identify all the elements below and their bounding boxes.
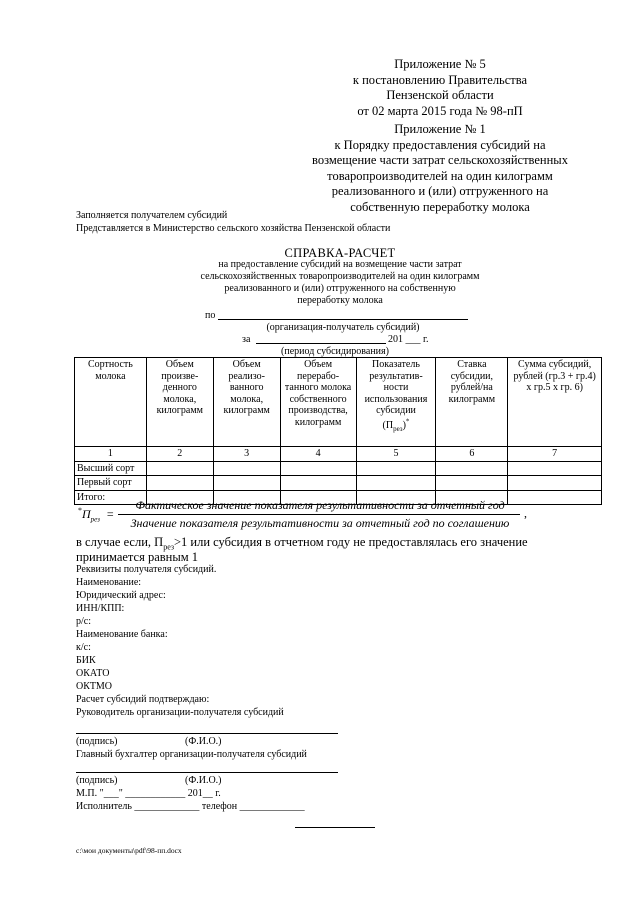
table-cell[interactable] xyxy=(280,476,356,491)
table-cell[interactable] xyxy=(436,461,508,476)
appendix-1-block xyxy=(300,122,580,215)
appendix-5-line3: Пензенской области xyxy=(386,88,494,102)
accountant-sign-caption: (подпись) xyxy=(76,775,118,786)
accountant-signature-line[interactable] xyxy=(76,772,338,773)
table-row xyxy=(75,461,602,476)
calculation-table xyxy=(74,357,602,505)
head-sign-caption: (подпись) xyxy=(76,736,118,747)
p-sub: рез xyxy=(393,424,403,433)
appendix-5-line2: к постановлению Правительства xyxy=(352,72,528,87)
table-cell[interactable] xyxy=(356,476,436,491)
header-sum: Сумма субсидий, рублей (гр.3 + гр.4) x гр.5 x гр. 6) xyxy=(508,358,602,447)
subtitle-line3: реализованного и (или) отгруженного на собственную xyxy=(224,283,456,294)
p-star: * xyxy=(405,417,410,426)
requisite-name[interactable]: Наименование: xyxy=(76,577,142,588)
col-num-1: 1 xyxy=(75,447,147,462)
bottom-divider xyxy=(295,827,375,828)
appendix-1-line4: товаропроизводителей на один килограмм xyxy=(327,168,553,183)
table-cell[interactable] xyxy=(508,490,602,505)
chief-accountant-label: Главный бухгалтер организации-получателя субсидий xyxy=(76,749,307,760)
col-num-5: 5 xyxy=(356,447,436,462)
formula-denominator: Значение показателя результативности за отчетный год по соглашению xyxy=(130,516,510,530)
requisite-account[interactable]: р/с: xyxy=(76,616,91,627)
appendix-1-line6: собственную переработку молока xyxy=(350,199,530,214)
appendix-5-line1: Приложение № 5 xyxy=(394,57,486,71)
col-num-4: 4 xyxy=(280,447,356,462)
formula-comma: , xyxy=(524,506,527,520)
formula-lhs xyxy=(78,506,114,523)
period-year: 201 ___ г. xyxy=(388,334,429,345)
formula-eq: = xyxy=(106,507,114,521)
row-label-premium: Высший сорт xyxy=(75,461,147,476)
header-sold: Объем реализо-ванного молока, килограмм xyxy=(213,358,280,447)
table-cell[interactable] xyxy=(280,461,356,476)
table-cell[interactable] xyxy=(508,461,602,476)
appendix-1-line5: реализованного и (или) отгруженного на xyxy=(331,184,549,198)
head-fio-caption: (Ф.И.О.) xyxy=(185,736,222,747)
subtitle-line1: на предоставление субсидий на возмещение части затрат xyxy=(218,259,462,270)
p-close: ) xyxy=(402,419,406,431)
condition-sub: рез xyxy=(163,542,174,552)
condition-part1: в случае если, П xyxy=(76,535,164,549)
header-produced: Объем произве-денного молока, килограмм xyxy=(146,358,213,447)
appendix-1-line2: к Порядку предоставления субсидий на xyxy=(334,137,546,152)
submitted-to-note: Представляется в Министерство сельского хозяйства Пензенской области xyxy=(76,223,391,234)
col-num-3: 3 xyxy=(213,447,280,462)
executor-line[interactable]: Исполнитель _____________ телефон _____________ xyxy=(76,801,305,812)
formula-p-sub: рез xyxy=(90,515,100,524)
subtitle-line4: переработку молока xyxy=(297,295,383,306)
header-performance xyxy=(356,358,436,447)
accountant-fio-caption: (Ф.И.О.) xyxy=(185,775,222,786)
header-processed: Объем перерабо-танного молока собственного производства, килограмм xyxy=(280,358,356,447)
document-subtitle xyxy=(150,259,530,307)
p-symbol: (П xyxy=(382,419,394,431)
formula-p: П xyxy=(82,507,91,521)
requisite-corr-account[interactable]: к/с: xyxy=(76,642,91,653)
requisite-okato[interactable]: ОКАТО xyxy=(76,668,110,679)
condition-part2: >1 или субсидия в отчетном году не предоставлялась его значение xyxy=(174,535,528,549)
requisite-bank-name[interactable]: Наименование банка: xyxy=(76,629,168,640)
appendix-5-block xyxy=(300,57,580,119)
formula-fraction-bar xyxy=(118,514,520,515)
header-performance-text: Показатель результатив-ности использования субсидии xyxy=(364,359,428,416)
appendix-1-line1: Приложение № 1 xyxy=(394,122,486,136)
table-cell[interactable] xyxy=(508,476,602,491)
appendix-1-line3: возмещение части затрат сельскохозяйственных xyxy=(312,153,568,167)
org-prefix: по xyxy=(205,310,216,321)
confirm-label: Расчет субсидий подтверждаю: xyxy=(76,694,210,705)
org-caption: (организация-получатель субсидий) xyxy=(266,322,420,333)
table-cell[interactable] xyxy=(146,476,213,491)
table-row xyxy=(75,476,602,491)
requisite-oktmo[interactable]: ОКТМО xyxy=(76,681,112,692)
document-title: СПРАВКА-РАСЧЕТ xyxy=(284,246,396,260)
head-label: Руководитель организации-получателя субсидий xyxy=(76,707,284,718)
header-rate: Ставка субсидии, рублей/на килограмм xyxy=(436,358,508,447)
col-num-7: 7 xyxy=(508,447,602,462)
table-cell[interactable] xyxy=(356,461,436,476)
head-signature-line[interactable] xyxy=(76,733,338,734)
row-label-total: Итого: xyxy=(75,490,147,505)
table-cell[interactable] xyxy=(146,461,213,476)
table-number-row xyxy=(75,447,602,462)
table-cell[interactable] xyxy=(436,476,508,491)
footer-file-path: c:\мои документы\pdf\98-пп.docx xyxy=(76,846,182,855)
row-label-first: Первый сорт xyxy=(75,476,147,491)
formula-star: * xyxy=(78,506,82,515)
table-header-row xyxy=(75,358,602,447)
org-field-line[interactable] xyxy=(218,319,468,320)
period-caption: (период субсидирования) xyxy=(281,346,389,357)
requisites-title: Реквизиты получателя субсидий. xyxy=(76,564,217,575)
table-cell[interactable] xyxy=(213,461,280,476)
header-grade: Сортность молока xyxy=(75,358,147,447)
requisite-bik[interactable]: БИК xyxy=(76,655,96,666)
appendix-5-line4: от 02 марта 2015 года № 98-пП xyxy=(357,103,523,118)
filled-by-note: Заполняется получателем субсидий xyxy=(76,210,228,221)
stamp-date-line[interactable]: М.П. "___" ____________ 201__ г. xyxy=(76,788,221,799)
requisite-inn-kpp[interactable]: ИНН/КПП: xyxy=(76,603,125,614)
formula-numerator: Фактическое значение показателя результативности за отчетный год xyxy=(135,498,505,512)
condition-line2: принимается равным 1 xyxy=(76,550,199,564)
header-performance-symbol xyxy=(382,417,410,433)
col-num-2: 2 xyxy=(146,447,213,462)
period-prefix: за xyxy=(242,334,251,345)
subtitle-line2: сельскохозяйственных товаропроизводителей на один килограмм xyxy=(200,271,480,282)
table-cell[interactable] xyxy=(213,476,280,491)
col-num-6: 6 xyxy=(436,447,508,462)
period-field-line[interactable] xyxy=(256,343,386,344)
requisite-address[interactable]: Юридический адрес: xyxy=(76,590,166,601)
